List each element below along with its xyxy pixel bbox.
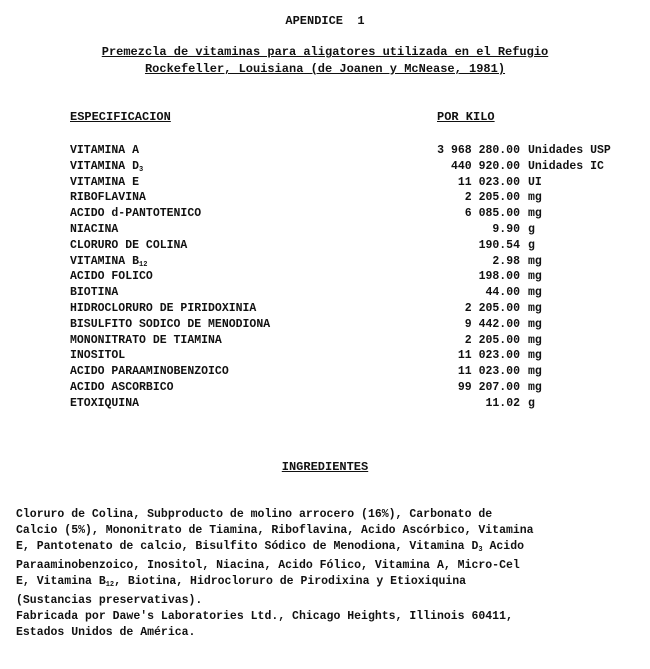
nutrient-unit: mg <box>528 191 542 205</box>
ingredients-line: Calcio (5%), Mononitrato de Tiamina, Riboflavina, Acido Ascórbico, Vitamina <box>16 524 534 537</box>
table-row <box>70 348 650 364</box>
nutrient-amount: 198.00 <box>478 270 520 284</box>
nutrient-label: ACIDO PARAAMINOBENZOICO <box>70 365 229 379</box>
table-row <box>70 175 650 191</box>
nutrient-label: RIBOFLAVINA <box>70 191 146 205</box>
subscript: 3 <box>478 546 483 554</box>
nutrient-unit: mg <box>528 301 542 315</box>
subtitle-line-1: Premezcla de vitaminas para aligatores utilizada en el Refugio <box>101 45 549 59</box>
nutrient-amount: 6 085.00 <box>464 207 520 221</box>
nutrient-label: ACIDO d-PANTOTENICO <box>70 207 202 221</box>
nutrient-amount: 2.98 <box>492 254 520 268</box>
table-row <box>70 254 650 270</box>
table-row <box>70 380 650 396</box>
nutrient-label: ETOXIQUINA <box>70 396 140 410</box>
ingredients-text <box>16 507 636 641</box>
nutrient-unit: UI <box>528 175 542 189</box>
text-segment: Acido <box>482 540 525 553</box>
nutrient-unit: mg <box>528 365 542 379</box>
nutrient-amount: 9 442.00 <box>464 317 520 331</box>
nutrient-unit: Unidades USP <box>528 144 611 157</box>
table-row <box>70 206 650 222</box>
nutrient-amount: 3 968 280.00 <box>437 144 520 157</box>
page-title: APENDICE 1 <box>285 14 365 28</box>
nutrient-unit: mg <box>528 380 542 394</box>
nutrient-amount: 190.54 <box>478 238 520 252</box>
nutrient-amount: 11 023.00 <box>457 365 520 379</box>
nutrient-label: NIACINA <box>70 222 119 236</box>
nutrient-unit: mg <box>528 270 542 284</box>
document-subtitle <box>0 44 650 78</box>
nutrient-amount: 2 205.00 <box>464 191 520 205</box>
ingredients-line <box>16 574 636 593</box>
table-row <box>70 333 650 349</box>
nutrient-amount: 44.00 <box>485 286 520 300</box>
manufacturer-line: Fabricada por Dawe's Laboratories Ltd., Chicago Heights, Illinois 60411, <box>16 610 513 623</box>
nutrient-label: HIDROCLORURO DE PIRIDOXINIA <box>70 301 257 315</box>
text-segment: E, Pantotenato de calcio, Bisulfito Sódico de Menodiona, Vitamina D <box>16 540 479 553</box>
subscript: 12 <box>105 581 115 589</box>
nutrient-label: VITAMINA B <box>70 254 140 268</box>
nutrient-label: BIOTINA <box>70 286 119 300</box>
ingredients-line: Cloruro de Colina, Subproducto de molino arrocero (16%), Carbonato de <box>16 508 493 521</box>
nutrient-unit: mg <box>528 286 542 300</box>
nutrient-label: BISULFITO SODICO DE MENODIONA <box>70 317 271 331</box>
nutrient-unit: mg <box>528 207 542 221</box>
text-segment: E, Vitamina B <box>16 575 106 588</box>
table-row <box>70 364 650 380</box>
nutrient-label: ACIDO FOLICO <box>70 270 153 284</box>
subscript: 12 <box>139 260 148 269</box>
nutrient-amount: 11 023.00 <box>457 175 520 189</box>
nutrient-amount: 9.90 <box>492 222 520 236</box>
column-header-por-kilo: POR KILO <box>437 110 495 124</box>
column-header-especificacion: ESPECIFICACION <box>70 110 171 124</box>
nutrient-name <box>70 396 139 416</box>
nutrient-amount: 99 207.00 <box>457 380 520 394</box>
nutrient-label: VITAMINA A <box>70 144 140 157</box>
table-row <box>70 301 650 317</box>
ingredients-heading <box>0 460 650 474</box>
nutrient-unit: mg <box>528 317 542 331</box>
nutrient-amount: 2 205.00 <box>464 333 520 347</box>
nutrient-amount: 11.02 <box>485 396 520 410</box>
nutrient-label: INOSITOL <box>70 349 126 363</box>
nutrient-amount: 2 205.00 <box>464 301 520 315</box>
table-row <box>70 285 650 301</box>
table-row <box>70 396 650 412</box>
nutrient-unit: mg <box>528 349 542 363</box>
table-row <box>70 143 650 159</box>
table-row <box>70 238 650 254</box>
nutrient-unit: mg <box>528 333 542 347</box>
nutrient-label: CLORURO DE COLINA <box>70 238 188 252</box>
table-row <box>70 222 650 238</box>
nutrient-label: VITAMINA D <box>70 159 140 173</box>
subscript: 3 <box>139 165 144 174</box>
nutrient-label: ACIDO ASCORBICO <box>70 380 174 394</box>
nutrient-unit: g <box>528 238 535 252</box>
ingredients-line <box>16 539 636 558</box>
table-row <box>70 190 650 206</box>
nutrient-unit: mg <box>528 254 542 268</box>
table-row <box>70 317 650 333</box>
nutrient-label: VITAMINA E <box>70 175 140 189</box>
nutrient-unit: g <box>528 396 535 410</box>
nutrient-label: MONONITRATO DE TIAMINA <box>70 333 222 347</box>
nutrient-unit: Unidades IC <box>528 159 604 173</box>
table-row <box>70 269 650 285</box>
table-row <box>70 159 650 175</box>
nutrient-amount: 11 023.00 <box>457 349 520 363</box>
ingredients-line: Paraaminobenzoico, Inositol, Niacina, Acido Fólico, Vitamina A, Micro-Cel <box>16 559 520 572</box>
manufacturer-line: Estados Unidos de América. <box>16 626 196 639</box>
ingredients-heading-text: INGREDIENTES <box>281 460 369 474</box>
vitamin-table <box>70 143 650 412</box>
ingredients-line: (Sustancias preservativas). <box>16 594 203 607</box>
text-segment: , Biotina, Hidrocloruro de Pirodixina y Etioxiquina <box>114 575 467 588</box>
nutrient-unit: g <box>528 222 535 236</box>
subtitle-line-2: Rockefeller, Louisiana (de Joanen y McNease, 1981) <box>144 62 506 76</box>
nutrient-amount: 440 920.00 <box>450 159 520 173</box>
